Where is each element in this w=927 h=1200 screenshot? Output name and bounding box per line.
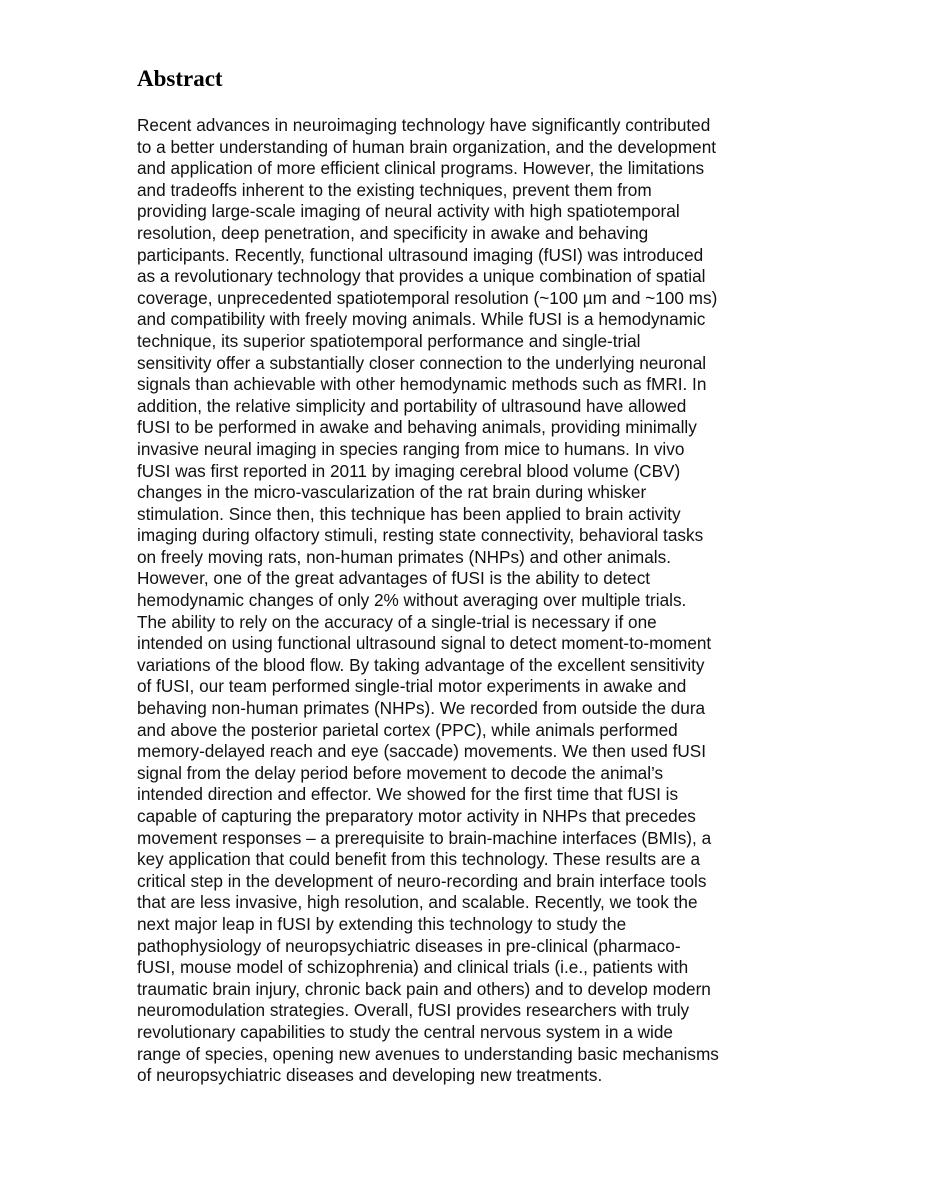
abstract-line: behaving non-human primates (NHPs). We recorded from outside the dura bbox=[137, 698, 706, 719]
abstract-line: fUSI was first reported in 2011 by imaging cerebral blood volume (CBV) bbox=[137, 460, 681, 481]
abstract-line: sensitivity offer a substantially closer connection to the underlying neuronal bbox=[137, 352, 707, 373]
abstract-line: that are less invasive, high resolution, and scalable. Recently, we took the bbox=[137, 892, 698, 913]
abstract-line: signals than achievable with other hemodynamic methods such as fMRI. In bbox=[137, 374, 707, 395]
abstract-line: intended on using functional ultrasound signal to detect moment-to-moment bbox=[137, 633, 712, 654]
abstract-line: signal from the delay period before movement to decode the animal’s bbox=[137, 762, 664, 783]
abstract-line: imaging during olfactory stimuli, resting state connectivity, behavioral tasks bbox=[137, 525, 704, 546]
abstract-line: fUSI, mouse model of schizophrenia) and clinical trials (i.e., patients with bbox=[137, 957, 689, 978]
abstract-line: traumatic brain injury, chronic back pain and others) and to develop modern bbox=[137, 978, 711, 999]
abstract-line: The ability to rely on the accuracy of a single-trial is necessary if one bbox=[137, 611, 657, 632]
abstract-line: revolutionary capabilities to study the central nervous system in a wide bbox=[137, 1021, 673, 1042]
abstract-line: and tradeoffs inherent to the existing techniques, prevent them from bbox=[137, 179, 652, 200]
abstract-line: variations of the blood flow. By taking advantage of the excellent sensitivity bbox=[137, 654, 705, 675]
abstract-line: critical step in the development of neuro-recording and brain interface tools bbox=[137, 870, 707, 891]
abstract-line: hemodynamic changes of only 2% without averaging over multiple trials. bbox=[137, 590, 687, 611]
abstract-line: as a revolutionary technology that provides a unique combination of spatial bbox=[137, 266, 706, 287]
abstract-line: participants. Recently, functional ultrasound imaging (fUSI) was introduced bbox=[137, 244, 704, 265]
abstract-line: and application of more efficient clinical programs. However, the limitations bbox=[137, 158, 705, 179]
abstract-line: and compatibility with freely moving animals. While fUSI is a hemodynamic bbox=[137, 309, 706, 330]
abstract-heading: Abstract bbox=[137, 66, 223, 91]
abstract-line: of neuropsychiatric diseases and developing new treatments. bbox=[137, 1065, 603, 1086]
abstract-line: technique, its superior spatiotemporal performance and single-trial bbox=[137, 330, 641, 351]
abstract-line: stimulation. Since then, this technique has been applied to brain activity bbox=[137, 503, 681, 524]
abstract-line: of fUSI, our team performed single-trial motor experiments in awake and bbox=[137, 676, 687, 697]
abstract-body bbox=[137, 115, 837, 1087]
abstract-line: to a better understanding of human brain organization, and the development bbox=[137, 136, 717, 157]
abstract-line: capable of capturing the preparatory motor activity in NHPs that precedes bbox=[137, 806, 696, 826]
abstract-line: movement responses – a prerequisite to brain-machine interfaces (BMIs), a bbox=[137, 827, 712, 848]
abstract-line: and above the posterior parietal cortex (PPC), while animals performed bbox=[137, 719, 678, 740]
abstract-line: invasive neural imaging in species ranging from mice to humans. In vivo bbox=[137, 438, 685, 459]
abstract-line: range of species, opening new avenues to understanding basic mechanisms bbox=[137, 1043, 719, 1064]
abstract-line: addition, the relative simplicity and portability of ultrasound have allowed bbox=[137, 395, 687, 416]
abstract-line: coverage, unprecedented spatiotemporal resolution (~100 µm and ~100 ms) bbox=[137, 287, 718, 308]
abstract-line: fUSI to be performed in awake and behaving animals, providing minimally bbox=[137, 417, 697, 438]
abstract-line: next major leap in fUSI by extending this technology to study the bbox=[137, 913, 627, 934]
abstract-line: resolution, deep penetration, and specificity in awake and behaving bbox=[137, 222, 649, 243]
abstract-line: on freely moving rats, non-human primates (NHPs) and other animals. bbox=[137, 546, 671, 567]
abstract-line: key application that could benefit from this technology. These results are a bbox=[137, 849, 701, 870]
abstract-line: providing large-scale imaging of neural activity with high spatiotemporal bbox=[137, 201, 680, 222]
abstract-line: neuromodulation strategies. Overall, fUSI provides researchers with truly bbox=[137, 1000, 690, 1021]
abstract-line: However, one of the great advantages of fUSI is the ability to detect bbox=[137, 568, 651, 589]
abstract-line: intended direction and effector. We showed for the first time that fUSI is bbox=[137, 784, 679, 805]
abstract-line: memory-delayed reach and eye (saccade) movements. We then used fUSI bbox=[137, 741, 707, 762]
abstract-line: pathophysiology of neuropsychiatric diseases in pre-clinical (pharmaco- bbox=[137, 935, 681, 956]
abstract-line: changes in the micro-vascularization of the rat brain during whisker bbox=[137, 482, 647, 503]
abstract-line: Recent advances in neuroimaging technology have significantly contributed bbox=[137, 115, 711, 135]
